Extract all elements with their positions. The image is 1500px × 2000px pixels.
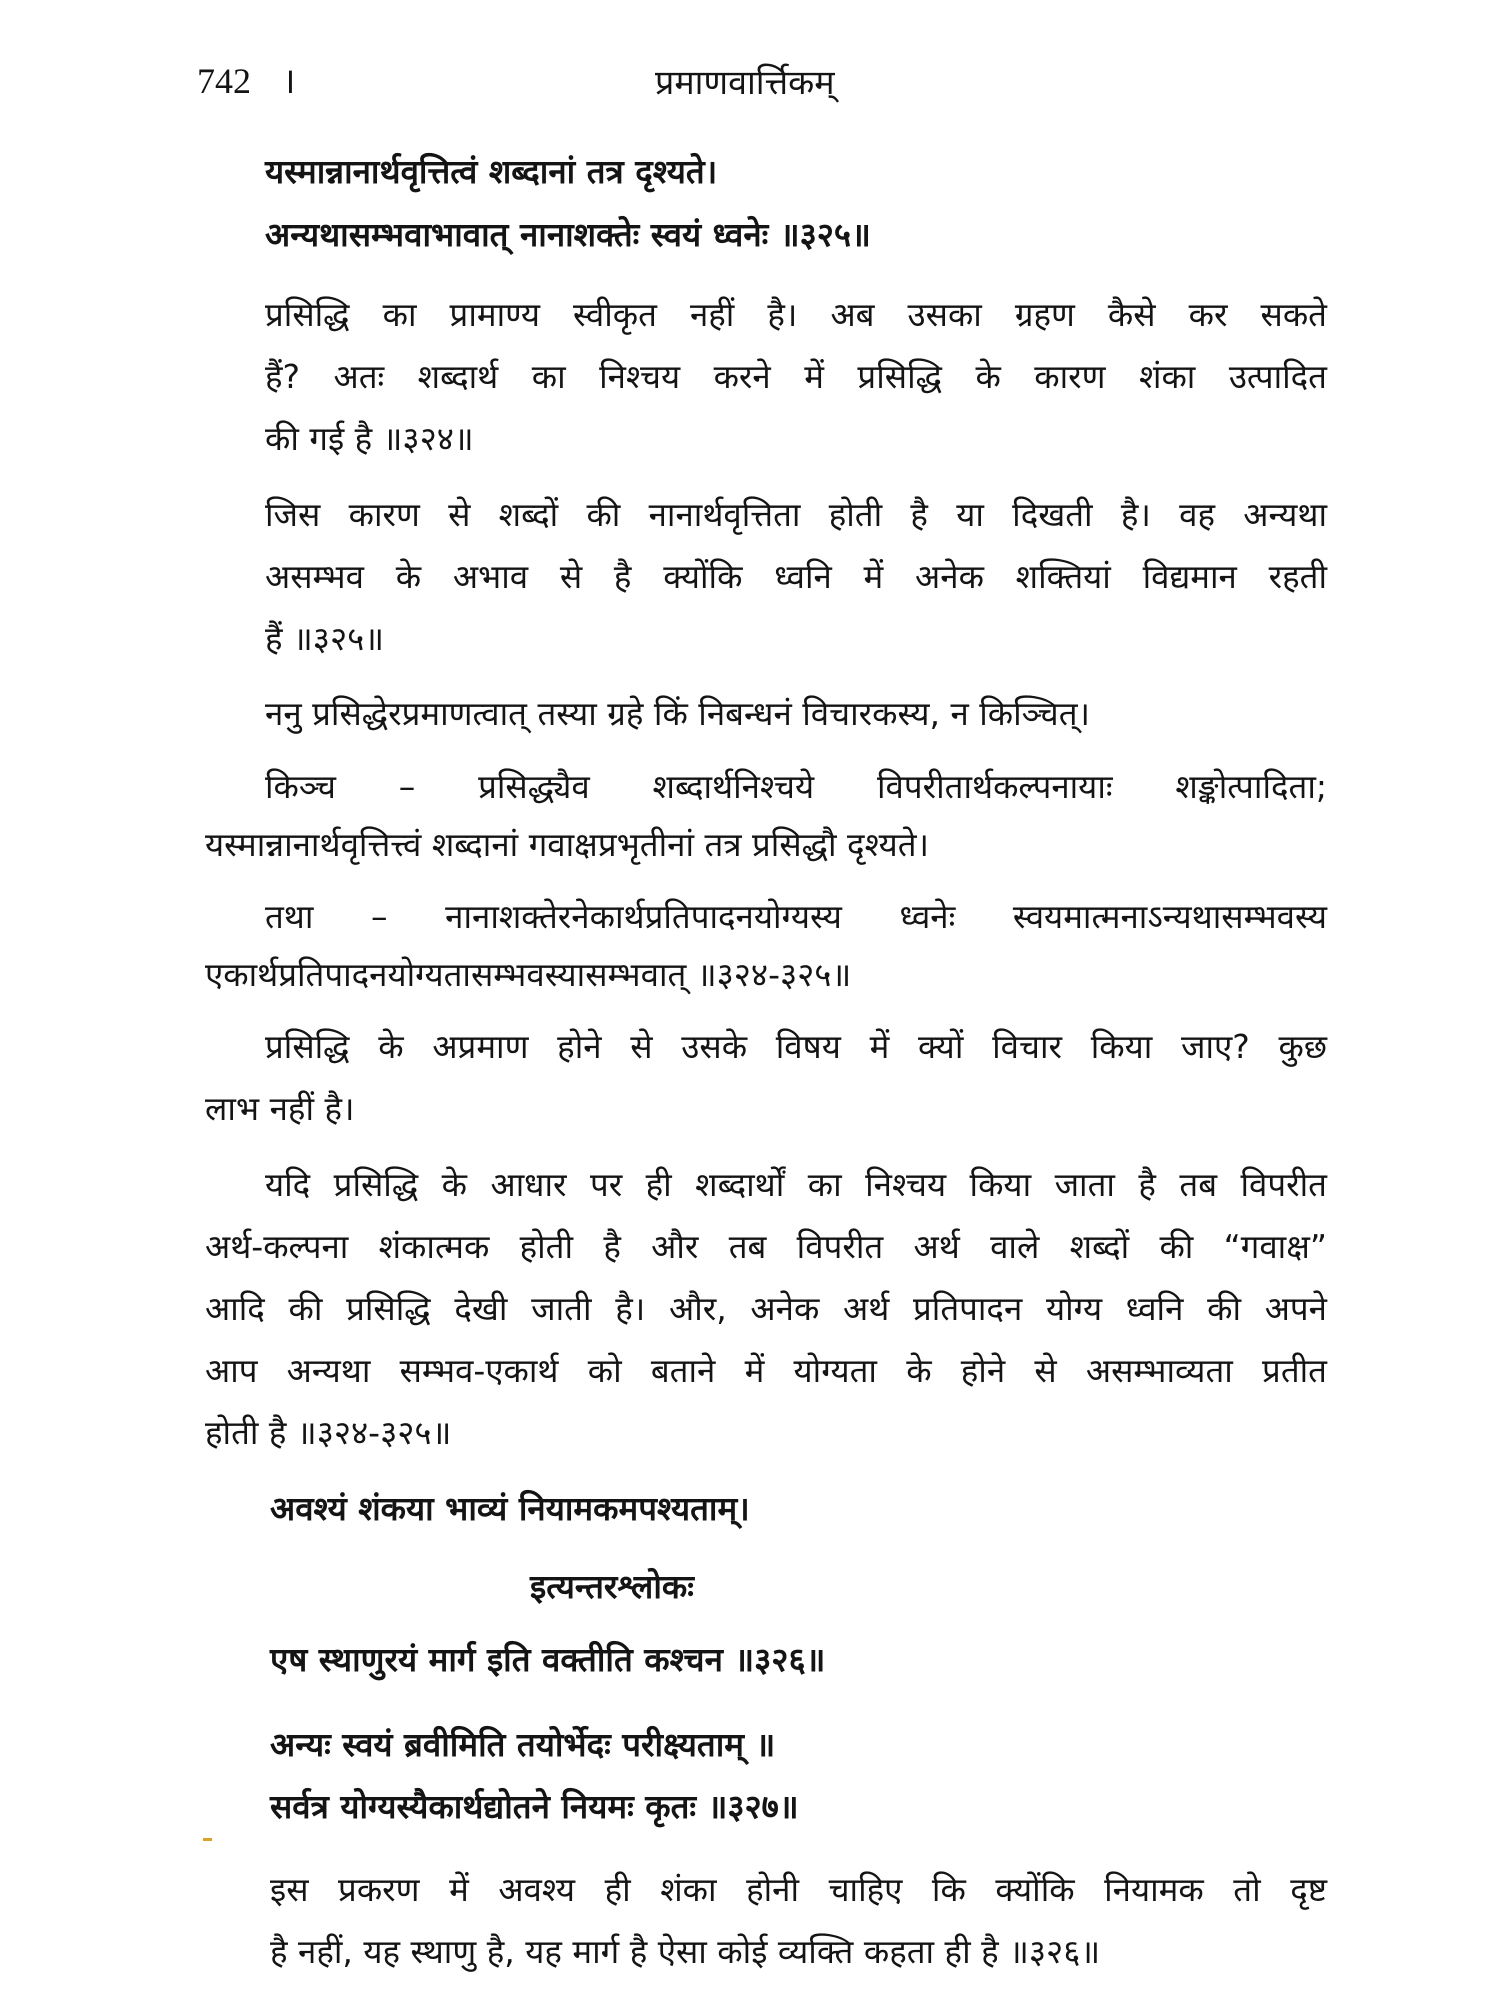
- commentary-line-1: ननु प्रसिद्धेरप्रमाणत्वात् तस्या ग्रहे किं निबन्धनं विचारकस्य, न किञ्चित्।: [265, 694, 1091, 733]
- translation-324-line-2: हैं? अतः शब्दार्थ का निश्चय करने में प्रसिद्धि के कारण शंका उत्पादित: [265, 357, 1327, 396]
- running-header-title: प्रमाणवार्त्तिकम्: [655, 63, 835, 103]
- translation-commentary-p2-line-1: यदि प्रसिद्धि के आधार पर ही शब्दार्थों का निश्चय किया जाता है तब विपरीत: [265, 1165, 1327, 1204]
- translation-commentary-p2-line-3: आदि की प्रसिद्धि देखी जाती है। और, अनेक अर्थ प्रतिपादन योग्य ध्वनि की अपने: [205, 1289, 1327, 1328]
- translation-commentary-p1-line-2: लाभ नहीं है।: [205, 1089, 355, 1128]
- antara-shloka-heading: इत्यन्तरश्लोकः: [530, 1567, 694, 1606]
- verse-325-line-1: यस्मान्नानार्थवृत्तित्वं शब्दानां तत्र दृश्यते।: [265, 152, 718, 191]
- translation-commentary-p2-line-5: होती है ॥३२४-३२५॥: [205, 1413, 452, 1452]
- verse-327-line-1: अन्यः स्वयं ब्रवीमिति तयोर्भेदः परीक्ष्यताम् ॥: [270, 1725, 776, 1764]
- translation-326-line-1: इस प्रकरण में अवश्य ही शंका होनी चाहिए कि क्योंकि नियामक तो दृष्ट: [270, 1870, 1327, 1909]
- verse-326-first-half: अवश्यं शंकया भाव्यं नियामकमपश्यताम्।: [270, 1489, 750, 1528]
- commentary-kinca-line-1: किञ्च – प्रसिद्ध्यैव शब्दार्थनिश्चये विपरीतार्थकल्पनायाः शङ्कोत्पादिता;: [265, 767, 1327, 806]
- translation-commentary-p2-line-2: अर्थ-कल्पना शंकात्मक होती है और तब विपरीत अर्थ वाले शब्दों की “गवाक्ष”: [205, 1227, 1327, 1266]
- translation-325-line-3: हैं ॥३२५॥: [265, 619, 385, 658]
- translation-commentary-p1-line-1: प्रसिद्धि के अप्रमाण होने से उसके विषय में क्यों विचार किया जाए? कुछ: [265, 1027, 1327, 1066]
- commentary-kinca-line-2: यस्मान्नानार्थवृत्तित्त्वं शब्दानां गवाक्षप्रभृतीनां तत्र प्रसिद्धौ दृश्यते।: [205, 825, 930, 864]
- translation-325-line-1: जिस कारण से शब्दों की नानार्थवृत्तिता होती है या दिखती है। वह अन्यथा: [265, 495, 1327, 534]
- translation-324-line-3: की गई है ॥३२४॥: [265, 419, 474, 458]
- translation-commentary-p2-line-4: आप अन्यथा सम्भव-एकार्थ को बताने में योग्यता के होने से असम्भाव्यता प्रतीत: [205, 1351, 1327, 1390]
- commentary-tatha-line-2: एकार्थप्रतिपादनयोग्यतासम्भवस्यासम्भवात् ॥३२४-३२५॥: [205, 955, 852, 994]
- header-separator: ।: [282, 61, 296, 101]
- verse-325-line-2: अन्यथासम्भवाभावात् नानाशक्तेः स्वयं ध्वनेः ॥३२५॥: [265, 215, 871, 254]
- commentary-tatha-line-1: तथा – नानाशक्तेरनेकार्थप्रतिपादनयोग्यस्य ध्वनेः स्वयमात्मनाऽन्यथासम्भवस्य: [265, 897, 1327, 936]
- verse-327-line-2: सर्वत्र योग्यस्यैकार्थद्योतने नियमः कृतः ॥३२७॥: [270, 1787, 799, 1826]
- translation-324-line-1: प्रसिद्धि का प्रामाण्य स्वीकृत नहीं है। अब उसका ग्रहण कैसे कर सकते: [265, 295, 1327, 334]
- verse-326-second-half: एष स्थाणुरयं मार्ग इति वक्तीति कश्चन ॥३२६॥: [270, 1640, 826, 1679]
- page-number-value: 742: [197, 61, 251, 101]
- translation-326-line-2: है नहीं, यह स्थाणु है, यह मार्ग है ऐसा कोई व्यक्ति कहता ही है ॥३२६॥: [270, 1932, 1101, 1971]
- page-number: [197, 55, 296, 104]
- translation-325-line-2: असम्भव के अभाव से है क्योंकि ध्वनि में अनेक शक्तियां विद्यमान रहती: [265, 557, 1327, 596]
- ink-mark: [203, 1838, 212, 1841]
